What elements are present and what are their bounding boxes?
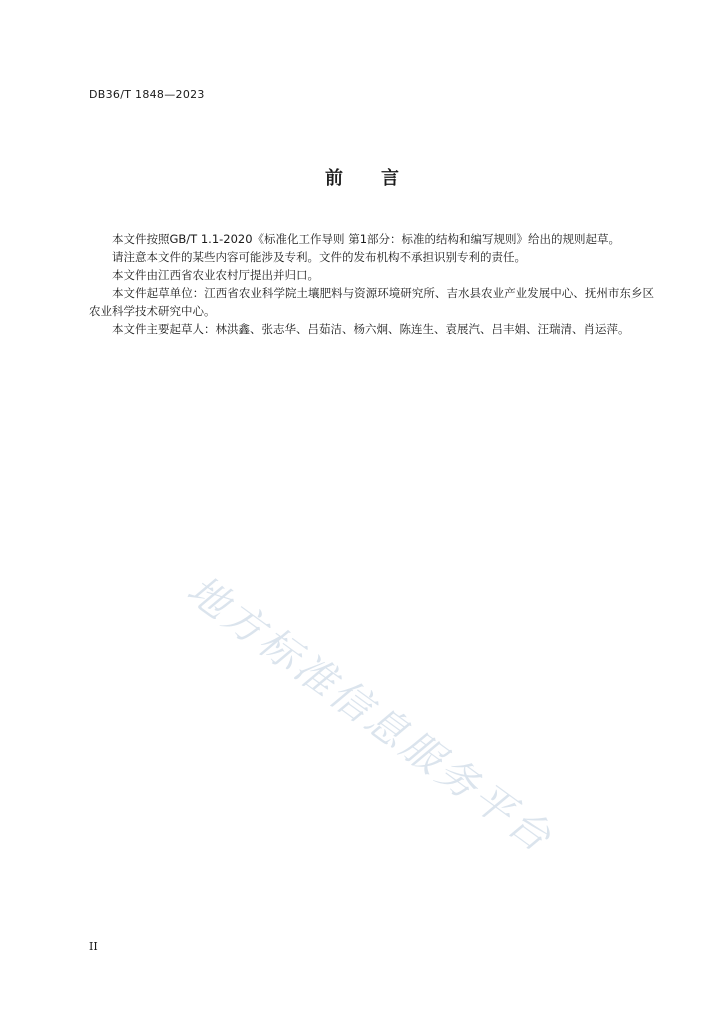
paragraph-drafting-units: 本文件起草单位：江西省农业科学院土壤肥料与资源环境研究所、吉水县农业产业发展中心、抚州市东乡区农业科学技术研究中心。 <box>89 286 654 318</box>
page-number: II <box>89 940 98 953</box>
paragraph-drafters: 本文件主要起草人：林洪鑫、张志华、吕茹洁、杨六炯、陈连生、袁展汽、吕丰娟、汪瑞清、肖运萍。 <box>112 322 630 336</box>
title-char-2: 言 <box>381 168 399 189</box>
paragraph-patent-notice: 请注意本文件的某些内容可能涉及专利。文件的发布机构不承担识别专利的责任。 <box>112 250 526 264</box>
title-char-1: 前 <box>325 168 343 189</box>
page-title <box>0 164 724 190</box>
foreword-body <box>89 230 654 338</box>
watermark: 地方标准信息服务平台 <box>178 566 562 863</box>
paragraph-proposer: 本文件由江西省农业农村厅提出并归口。 <box>112 268 319 282</box>
paragraph-drafting-rules: 本文件按照GB/T 1.1-2020《标准化工作导则 第1部分：标准的结构和编写规则》给出的规则起草。 <box>112 232 621 246</box>
standard-code: DB36/T 1848—2023 <box>89 88 205 101</box>
